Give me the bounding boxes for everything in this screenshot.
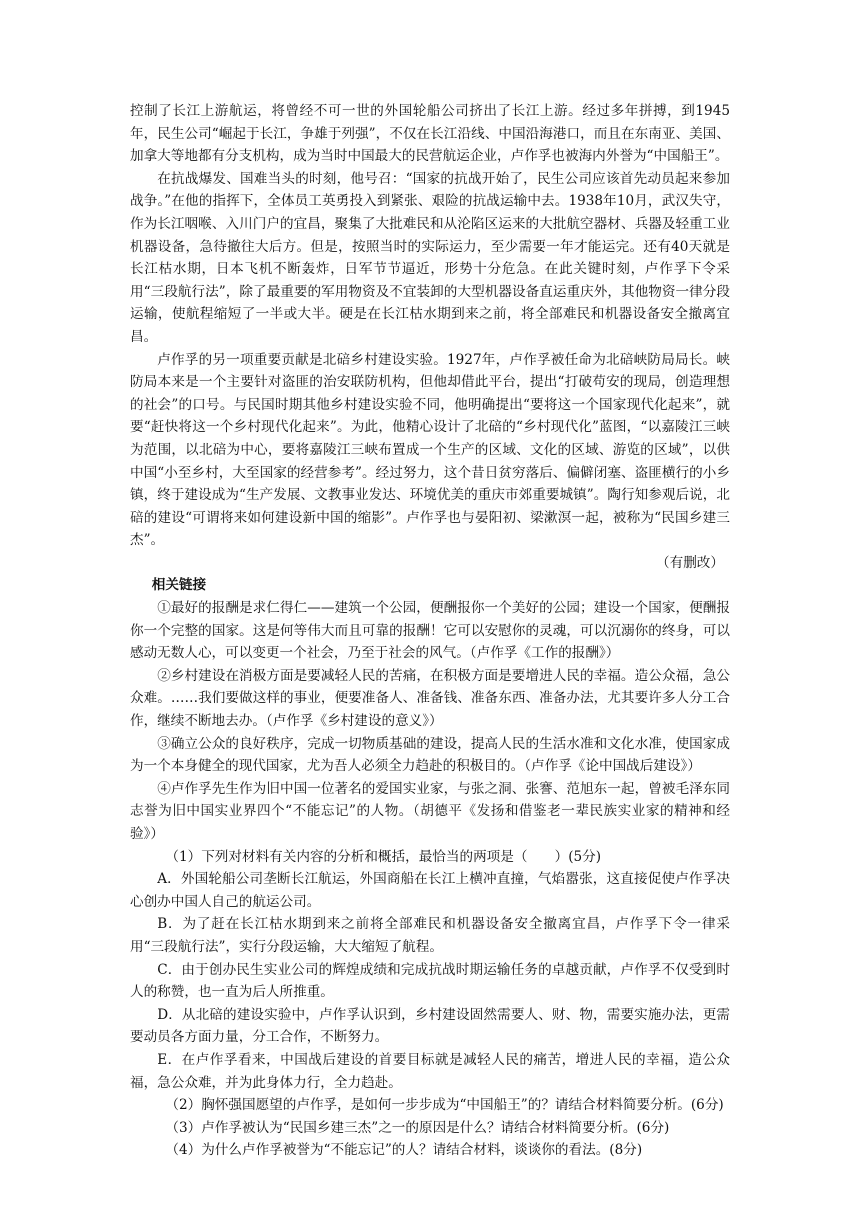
option-a: A．外国轮船公司垄断长江航运，外国商船在长江上横冲直撞，气焰嚣张，这直接促使卢作孚决心创办中国人自己的航运公司。	[130, 871, 730, 910]
source-note: （有删改）	[656, 554, 724, 571]
paragraph-beibei: 卢作孚的另一项重要贡献是北碚乡村建设实验。1927年，卢作孚被任命为北碚峡防局局长。峡防局本来是一个主要针对盗匪的治安联防机构，但他却借此平台，提出“打破苟安的现局，创造理想的社会”的口号。与民国时期其他乡村建设实验不同，他明确提出“要将这一个国家现代化起来”，就要“赶快将这一个乡村现代化起来”。为此，他精心设计了北碚的“乡村现代化”蓝图，“以嘉陵江三峡为范围，以北碚为中心，要将嘉陵江三峡布置成一个生产的区域、文化的区域、游览的区域”，以供中国“小至乡村，大至国家的经营参考”。经过努力，这个昔日贫穷落后、偏僻闭塞、盗匪横行的小乡镇，终于建设成为“生产发展、文教事业发达、环境优美的重庆市郊重要城镇”。陶行知参观后说，北碚的建设“可谓将来如何建设新中国的缩影”。卢作孚也与晏阳初、梁漱溟一起，被称为“民国乡建三杰”。	[130, 351, 730, 549]
document-page	[130, 100, 730, 1162]
question-2: （2）胸怀强国愿望的卢作孚，是如何一步步成为“中国船王”的？请结合材料简要分析。(6分)	[165, 1097, 724, 1114]
option-c: C．由于创办民生实业公司的辉煌成绩和完成抗战时期运输任务的卓越贡献，卢作孚不仅受到时人的称赞，也一直为后人所推重。	[130, 961, 730, 1001]
link-item-4: ④卢作孚先生作为旧中国一位著名的爱国实业家，与张之洞、张謇、范旭东一起，曾被毛泽东同志誉为旧中国实业界四个“不能忘记”的人物。（胡德平《发扬和借鉴老一辈民族实业家的精神和经验》）	[130, 780, 730, 842]
question-1: （1）下列对材料有关内容的分析和概括，最恰当的两项是（ ）(5分)	[165, 848, 602, 865]
paragraph-continued: 控制了长江上游航运，将曾经不可一世的外国轮船公司挤出了长江上游。经过多年拼搏，到1945年，民生公司“崛起于长江，争雄于列强”，不仅在长江沿线、中国沿海港口，而且在东南亚、美国、加拿大等地都有分支机构，成为当时中国最大的民营航运企业，卢作孚也被海内外誉为“中国船王”。	[130, 103, 730, 165]
question-4: （4）为什么卢作孚被誉为“不能忘记”的人？请结合材料，谈谈你的看法。(8分)	[165, 1142, 643, 1159]
link-item-3: ③确立公众的良好秩序，完成一切物质基础的建设，提高人民的生活水准和文化水准，使国家成为一个本身健全的现代国家，尤为吾人必须全力趋赴的积极目的。（卢作孚《论中国战后建设》）	[130, 735, 730, 775]
link-item-2: ②乡村建设在消极方面是要减轻人民的苦痛，在积极方面是要增进人民的幸福。造公众福，急公众难。……我们要做这样的事业，便要准备人、准备钱、准备东西、准备办法，尤其要许多人分工合作，继续不断地去办。（卢作孚《乡村建设的意义》）	[130, 667, 730, 730]
link-item-1: ①最好的报酬是求仁得仁——建筑一个公园，便酬报你一个美好的公园；建设一个国家，便酬报你一个完整的国家。这是何等伟大而且可靠的报酬！它可以安慰你的灵魂，可以沉溺你的终身，可以感动无数人心，可以变更一个社会，乃至于社会的风气。（卢作孚《工作的报酬》）	[130, 600, 730, 662]
option-d: D．从北碚的建设实验中，卢作孚认识到，乡村建设固然需要人、财、物，需要实施办法，更需要动员各方面力量，分工合作，不断努力。	[130, 1006, 730, 1046]
option-b: B．为了赶在长江枯水期到来之前将全部难民和机器设备安全撤离宜昌，卢作孚下令一律采用“三段航行法”，实行分段运输，大大缩短了航程。	[130, 916, 730, 955]
paragraph-wartime: 在抗战爆发、国难当头的时刻，他号召：“国家的抗战开始了，民生公司应该首先动员起来参加战争。”在他的指挥下，全体员工英勇投入到紧张、艰险的抗战运输中去。1938年10月，武汉失守，作为长江咽喉、入川门户的宜昌，聚集了大批难民和从沦陷区运来的大批航空器材、兵器及轻重工业机器设备，急待撤往大后方。但是，按照当时的实际运力，至少需要一年才能运完。还有40天就是长江枯水期，日本飞机不断轰炸，日军节节逼近，形势十分危急。在此关键时刻，卢作孚下令采用“三段航行法”，除了最重要的军用物资及不宜装卸的大型机器设备直运重庆外，其他物资一律分段运输，使航程缩短了一半或大半。硬是在长江枯水期到来之前，将全部难民和机器设备安全撤离宜昌。	[130, 170, 730, 345]
question-3: （3）卢作孚被认为“民国乡建三杰”之一的原因是什么？请结合材料简要分析。(6分)	[165, 1119, 670, 1136]
option-e: E．在卢作孚看来，中国战后建设的首要目标就是减轻人民的痛苦，增进人民的幸福，造公众福，急公众难，并为此身体力行，全力趋赴。	[130, 1051, 730, 1091]
related-links-heading: 相关链接	[151, 577, 207, 594]
